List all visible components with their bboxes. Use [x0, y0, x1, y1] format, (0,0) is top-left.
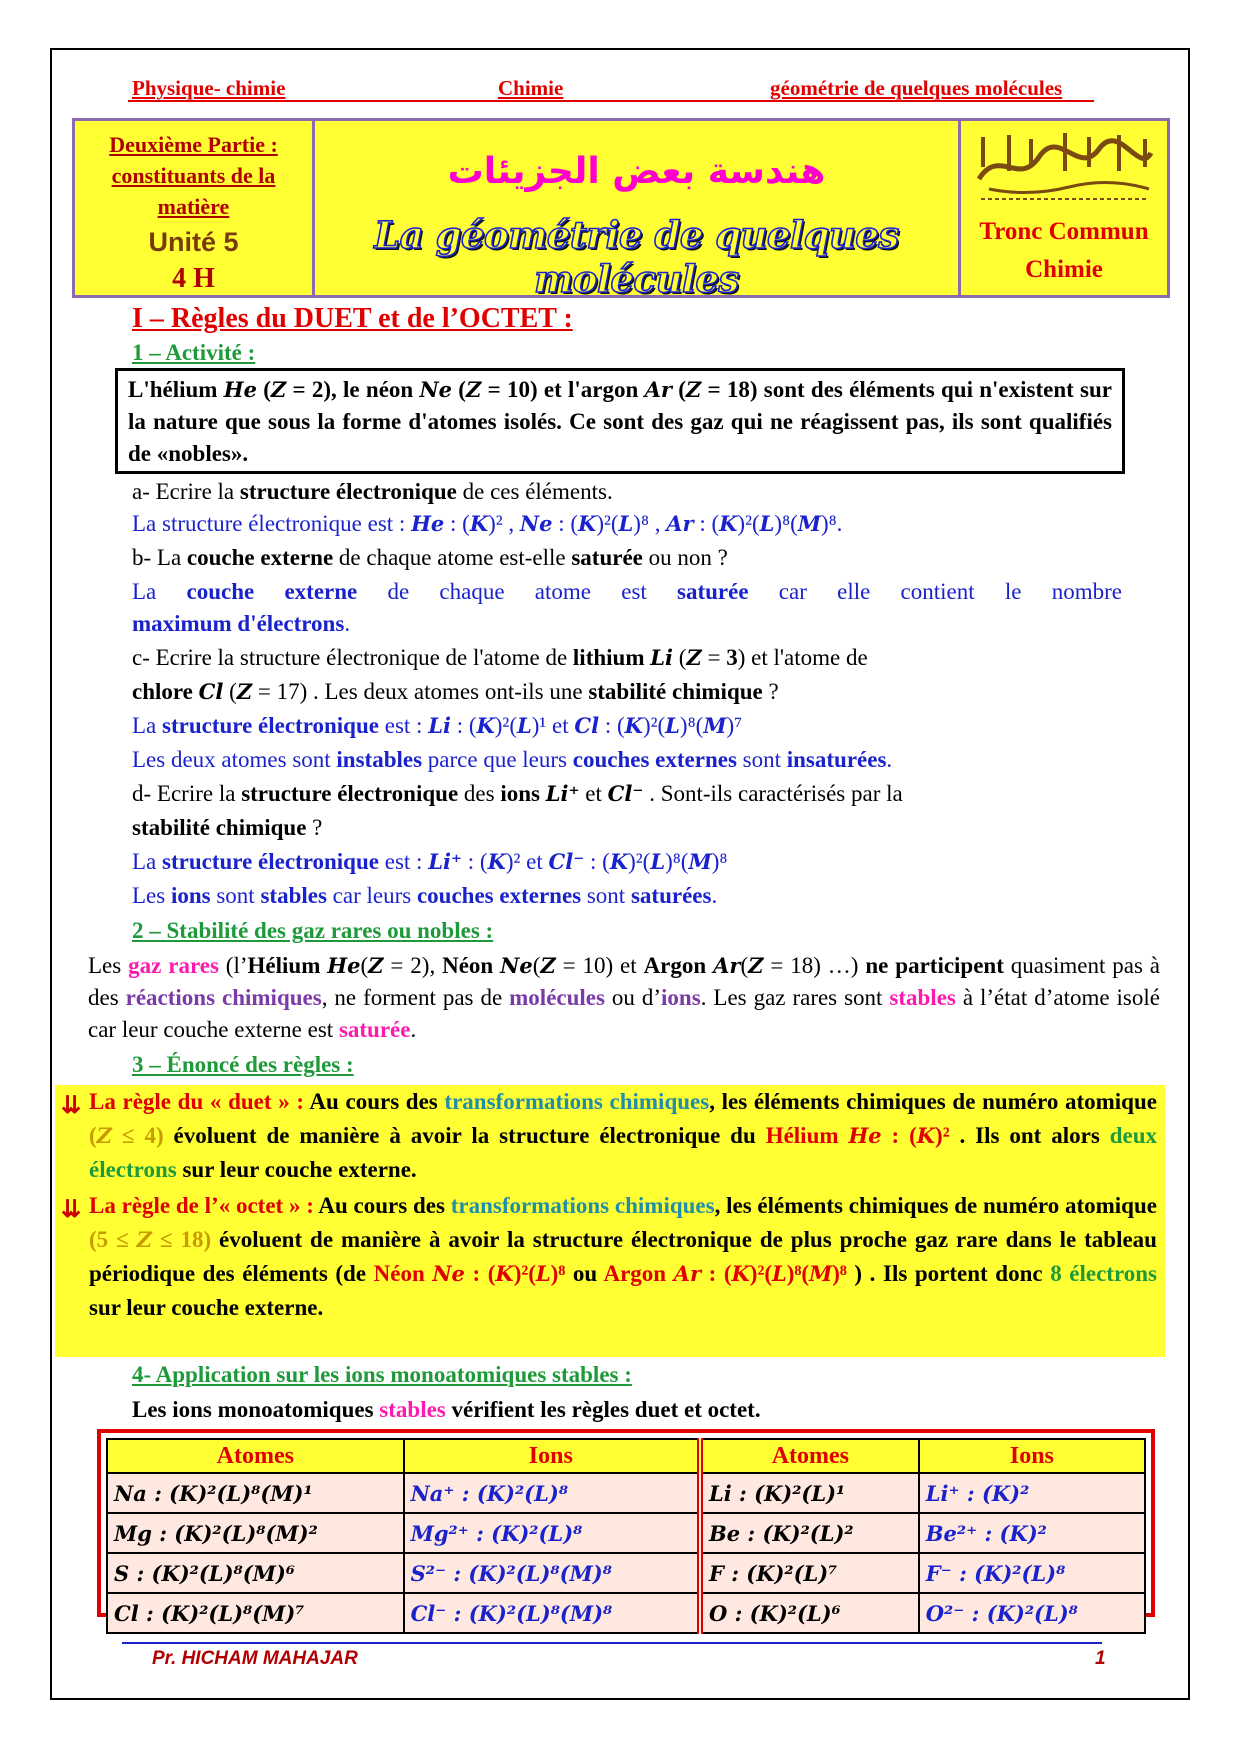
header-atoms: Atomes	[700, 1439, 919, 1473]
lesson-header	[72, 118, 1170, 301]
table-row	[107, 1593, 1145, 1633]
table-cell-atom: Mg : (K)²(L)⁸(M)²	[107, 1513, 404, 1553]
header-atoms: Atomes	[107, 1439, 404, 1473]
arrow-bullet-icon: ⇊	[61, 1197, 82, 1223]
table-cell-ion: Na⁺ : (K)²(L)⁸	[404, 1473, 700, 1513]
header-part-cell	[75, 121, 315, 295]
arrow-bullet-icon: ⇊	[61, 1093, 82, 1119]
question-b: b- La couche externe de chaque atome est-elle saturée ou non ?	[132, 545, 728, 570]
subsection-activity: 1 – Activité :	[132, 340, 256, 365]
noble-gases-paragraph: Les gaz rares (l’Hélium He(Z = 2), Néon Ne(Z = 10) et Argon Ar(Z = 18) …) ne participent quasiment pas à des réactions chimiques, ne forment pas de molécules ou d’ions. Les gaz rares sont stables à l’état d’atome isolé car leur couche externe est saturée.	[88, 953, 1161, 1042]
table-cell-ion: Mg²⁺ : (K)²(L)⁸	[404, 1513, 700, 1553]
discipline-label: Chimie	[498, 76, 564, 100]
table-cell-ion: Li⁺ : (K)²	[919, 1473, 1145, 1513]
hours-label: 4 H	[172, 263, 215, 294]
table-cell-atom: Cl : (K)²(L)⁸(M)⁷	[107, 1593, 404, 1633]
table-cell-atom: Na : (K)²(L)⁸(M)¹	[107, 1473, 404, 1513]
duet-rule-block: ⇊ La règle du « duet » : Au cours des transformations chimiques, les éléments chimiques de numéro atomique (Z ≤ 4) évoluent de manière à avoir la structure électronique du Hélium He : (K)² . Ils ont alors deux électrons sur leur couche externe.	[55, 1085, 1165, 1189]
arabic-title: هندسة بعض الجزيئات	[447, 151, 826, 192]
question-c-line-2: chlore Cl (Z = 17) . Les deux atomes ont-ils une stabilité chimique ?	[132, 679, 779, 704]
unit-number: Unité 5	[148, 227, 239, 257]
subject-label: Physique- chimie	[132, 76, 286, 100]
author-name: Pr. HICHAM MAHAJAR	[152, 1648, 358, 1669]
table-row	[107, 1473, 1145, 1513]
subsection-noble-gases: 2 – Stabilité des gaz rares ou nobles :	[132, 918, 494, 943]
level-line-2: Chimie	[1025, 256, 1103, 283]
answer-d-line-2: Les ions sont stables car leurs couches externes sont saturées.	[132, 883, 718, 908]
answer-c-line-1: La structure électronique est : Li : (K)²(L)¹ et Cl : (K)²(L)⁸(M)⁷	[132, 713, 743, 738]
table-cell-ion: Be²⁺ : (K)²	[919, 1513, 1145, 1553]
answer-a: La structure électronique est : He : (K)² , Ne : (K)²(L)⁸ , Ar : (K)²(L)⁸(M)⁸.	[132, 511, 843, 536]
section-title: I – Règles du DUET et de l’OCTET :	[132, 303, 573, 334]
table-cell-atom: Be : (K)²(L)²	[700, 1513, 919, 1553]
table-cell-ion: S²⁻ : (K)²(L)⁸(M)⁸	[404, 1553, 700, 1593]
table-row	[107, 1553, 1145, 1593]
table-cell-ion: F⁻ : (K)²(L)⁸	[919, 1553, 1145, 1593]
part-line-1: Deuxième Partie :	[109, 132, 278, 157]
header-title-cell	[315, 121, 961, 301]
header-level-cell	[961, 121, 1167, 295]
header-ions: Ions	[404, 1439, 700, 1473]
part-line-3: matière	[157, 194, 230, 219]
lesson-label: géométrie de quelques molécules	[770, 76, 1063, 100]
header-ions: Ions	[919, 1439, 1145, 1473]
table-cell-atom: F : (K)²(L)⁷	[700, 1553, 919, 1593]
basmala-calligraphy-icon	[969, 127, 1159, 205]
activity-box: L'hélium He (Z = 2), le néon Ne (Z = 10) et l'argon Ar (Z = 18) sont des éléments qui n'existent sur la nature que sous la forme d'atomes isolés. Ce sont des gaz qui ne réagissent pas, ils sont qualifiés de «nobles».	[115, 368, 1125, 474]
answer-b-line-1: La couche externe de chaque atome est saturée car elle contient le nombre	[132, 579, 1122, 604]
answer-d-line-1: La structure électronique est : Li⁺ : (K)² et Cl⁻ : (K)²(L)⁸(M)⁸	[132, 849, 728, 874]
ions-table-frame	[97, 1429, 1155, 1626]
part-line-2: constituants de la	[111, 163, 276, 188]
table-cell-atom: S : (K)²(L)⁸(M)⁶	[107, 1553, 404, 1593]
table-header-row	[107, 1439, 1145, 1473]
topbar-underline	[128, 100, 1094, 102]
footer-rule	[122, 1642, 1102, 1644]
table-cell-ion: O²⁻ : (K)²(L)⁸	[919, 1593, 1145, 1633]
table-cell-ion: Cl⁻ : (K)²(L)⁸(M)⁸	[404, 1593, 700, 1633]
application-intro: Les ions monoatomiques stables vérifient les règles duet et octet.	[132, 1397, 761, 1422]
octet-rule-block: ⇊ La règle de l’« octet » : Au cours des transformations chimiques, les éléments chimiques de numéro atomique (5 ≤ Z ≤ 18) évoluent de manière à avoir la structure électronique de plus proche gaz rare dans le tableau périodique des éléments (de Néon Ne : (K)²(L)⁸ ou Argon Ar : (K)²(L)⁸(M)⁸ ) . Ils portent donc 8 électrons sur leur couche externe.	[55, 1189, 1165, 1357]
french-title: La géométrie de quelques molécules	[374, 213, 899, 301]
subsection-application: 4- Application sur les ions monoatomiques stables :	[132, 1362, 632, 1387]
question-a: a- Ecrire la structure électronique de ces éléments.	[132, 479, 613, 504]
question-c-line-1: c- Ecrire la structure électronique de l'atome de lithium Li (Z = 3) et l'atome de	[132, 645, 868, 670]
question-d-line-2: stabilité chimique ?	[132, 815, 323, 840]
table-cell-atom: Li : (K)²(L)¹	[700, 1473, 919, 1513]
page-number: 1	[1095, 1648, 1106, 1669]
ions-table	[106, 1438, 1146, 1634]
answer-c-line-2: Les deux atomes sont instables parce que leurs couches externes sont insaturées.	[132, 747, 893, 772]
subsection-rules: 3 – Énoncé des règles :	[132, 1052, 354, 1077]
level-line-1: Tronc Commun	[979, 218, 1149, 245]
question-d-line-1: d- Ecrire la structure électronique des ions Li⁺ et Cl⁻ . Sont-ils caractérisés par la	[132, 781, 903, 806]
table-cell-atom: O : (K)²(L)⁶	[700, 1593, 919, 1633]
answer-b-line-2: maximum d'électrons.	[132, 611, 351, 636]
table-row	[107, 1513, 1145, 1553]
